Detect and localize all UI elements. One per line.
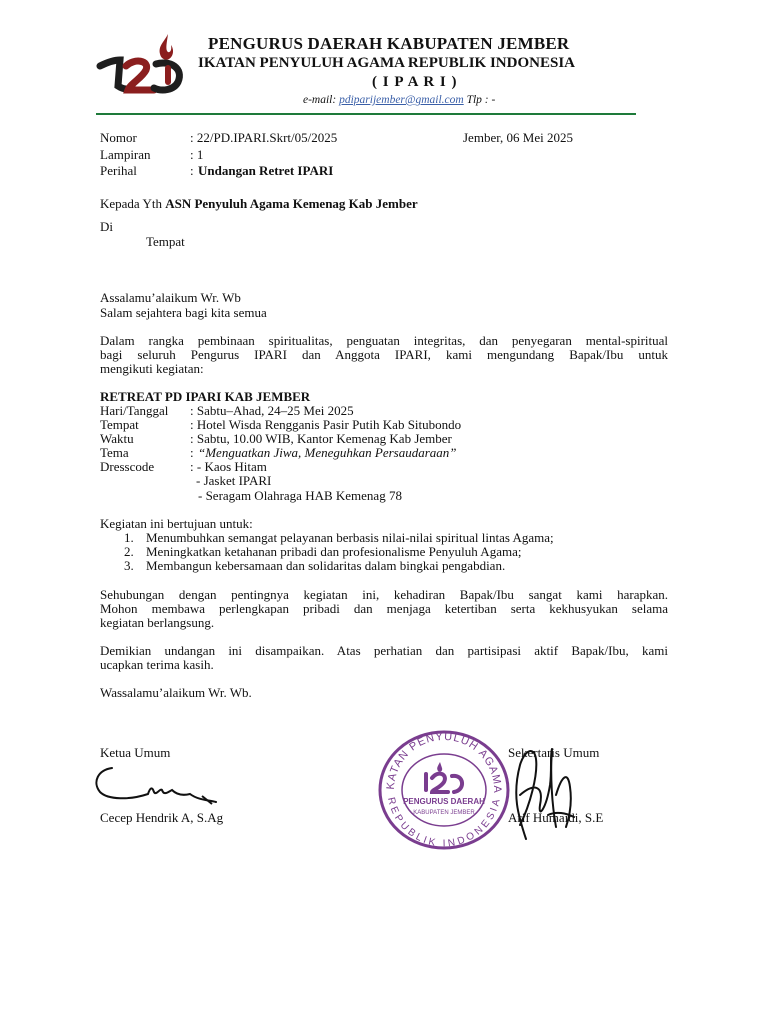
list-item [124,544,664,558]
list-item-text: Menumbuhkan semangat pelayanan berbasis nilai-nilai spiritual lintas Agama; [146,530,554,545]
event-title: RETREAT PD IPARI KAB JEMBER [100,389,311,404]
perihal-value: Undangan Retret IPARI [198,163,334,178]
dresscode-item-1: : - Kaos Hitam [190,459,267,474]
stamp-inner-2: KABUPATEN JEMBER [413,810,475,816]
event-hari [100,403,660,418]
stamp-outer-top: KATAN PENYULUH AGAMA [384,730,504,794]
event-waktu [100,431,660,446]
waktu-value: : Sabtu, 10.00 WIB, Kantor Kemenag Kab Jember [190,431,452,446]
stamp-inner-1: PENGURUS DAERAH [403,797,485,806]
tempat-label: Tempat [100,417,139,432]
list-item-number: 3. [124,558,134,573]
goals-intro: Kegiatan ini bertujuan untuk: [100,516,253,531]
waktu-label: Waktu [100,431,134,446]
recipient-line [100,196,418,211]
tema-value: “Menguatkan Jiwa, Meneguhkan Persaudaraan” [198,445,457,460]
closing-1-line-2: Mohon membawa perlengkapan pribadi dan menjaga ketertiban serta kekhusyukan selama [100,601,668,616]
closing-paragraph-1 [100,587,668,629]
hari-label: Hari/Tanggal [100,403,169,418]
hari-value: : Sabtu–Ahad, 24–25 Mei 2025 [190,403,354,418]
list-item-number: 2. [124,544,134,559]
list-item-number: 1. [124,530,134,545]
left-signature [90,760,220,810]
letter-date: Jember, 06 Mei 2025 [463,130,573,145]
right-signature [490,735,590,845]
event-tema [100,445,660,460]
event-dresscode [100,459,660,474]
recipient-tempat: Tempat [146,234,185,249]
ipari-logo-icon [94,30,194,102]
closing-1-line-1: Sehubungan dengan pentingnya kegiatan ini, kehadiran Bapak/Ibu sangat kami harapkan. [100,587,668,602]
dresscode-label: Dresscode [100,459,155,474]
left-signatory-role: Ketua Umum [100,745,171,760]
right-signatory-role: Sekertaris Umum [508,745,600,760]
svg-text:IKATAN PENYULUH AGAMA [374,728,503,794]
tema-separator: : [190,445,194,460]
nomor-label: Nomor [100,130,137,145]
right-signatory-name: Arif Humaidi, S.E [508,810,604,825]
greeting-line-1: Assalamu’alaikum Wr. Wb [100,290,241,305]
closing-1-line-3: kegiatan berlangsung. [100,615,215,630]
lampiran-label: Lampiran [100,147,151,162]
header-divider [96,113,636,115]
recipient-name: ASN Penyuluh Agama Kemenag Kab Jember [165,196,418,211]
valediction: Wassalamu’alaikum Wr. Wb. [100,685,252,700]
event-tempat [100,417,660,432]
email-link[interactable]: pdiparijember@gmail.com [339,94,464,106]
letterhead-title-3: ( I P A R I ) [372,74,458,90]
recipient-prefix: Kepada Yth [100,196,162,211]
phone-text: Tlp : - [466,94,496,106]
stamp-outer-bottom: REPUBLIK INDONESIA [385,796,503,850]
nomor-value: : 22/PD.IPARI.Skrt/05/2025 [190,130,338,145]
greeting-line-2: Salam sejahtera bagi kita semua [100,305,267,320]
tempat-value: : Hotel Wisda Rengganis Pasir Putih Kab Situbondo [190,417,462,432]
letterhead-title-2: IKATAN PENYULUH AGAMA REPUBLIK INDONESIA [198,55,575,71]
perihal-label: Perihal [100,163,137,178]
left-signatory-name: Cecep Hendrik A, S.Ag [100,810,224,825]
letterhead-title-1: PENGURUS DAERAH KABUPATEN JEMBER [208,34,570,53]
meta-lampiran [100,147,620,162]
letterhead-contact [303,94,495,106]
closing-paragraph-2 [100,643,668,671]
list-item-text: Membangun kebersamaan dan solidaritas dalam bingkai pengabdian. [146,558,506,573]
meta-perihal [100,163,620,178]
email-label: e-mail: [303,94,337,106]
recipient-di: Di [100,219,113,234]
list-item [124,530,664,544]
lampiran-value: : 1 [190,147,204,162]
perihal-separator: : [190,163,194,178]
dresscode-item-3: - Seragam Olahraga HAB Kemenag 78 [198,488,402,503]
intro-paragraph [100,333,668,375]
list-item-text: Meningkatkan ketahanan pribadi dan profesionalisme Penyuluh Agama; [146,544,522,559]
ipari-logo [94,30,194,102]
closing-2-line-1: Demikian undangan ini disampaikan. Atas perhatian dan partisipasi aktif Bapak/Ibu, kami [100,643,668,658]
tema-label: Tema [100,445,129,460]
intro-line-2: bagi seluruh Pengurus IPARI dan Anggota IPARI, kami mengundang Bapak/Ibu untuk [100,347,668,362]
closing-2-line-2: ucapkan terima kasih. [100,657,214,672]
event-dresscode-2 [100,473,660,488]
stamp-logo-icon [426,762,462,792]
intro-line-1: Dalam rangka pembinaan spiritualitas, penguatan integritas, dan penyegaran mental-spiritual [100,333,668,348]
event-dresscode-3 [100,488,660,503]
intro-line-3: mengikuti kegiatan: [100,361,204,376]
list-item [124,558,664,572]
dresscode-item-2: - Jasket IPARI [196,473,272,488]
